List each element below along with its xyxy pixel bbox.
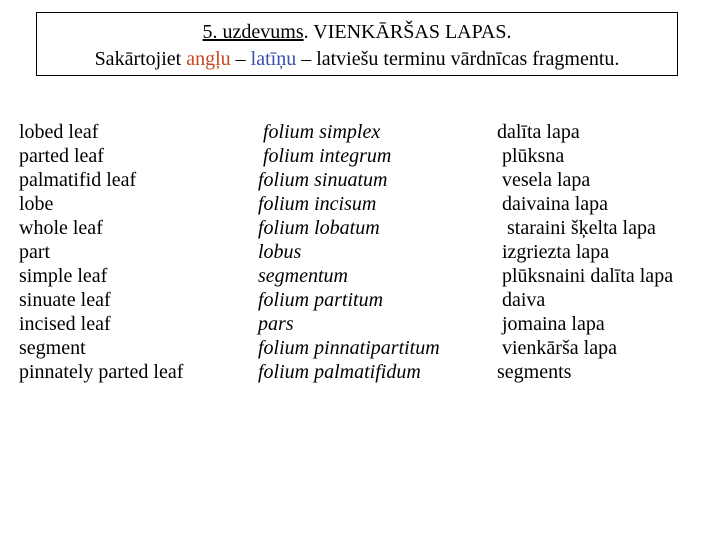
latin-term: folium pinnatipartitum [258, 337, 440, 359]
english-term: whole leaf [19, 217, 103, 239]
english-term: incised leaf [19, 313, 111, 335]
latvian-term: plūksnaini dalīta lapa [492, 265, 674, 287]
latvian-term: daivaina lapa [492, 193, 609, 215]
english-term: palmatifid leaf [19, 169, 137, 191]
english-term: lobed leaf [19, 121, 99, 143]
latin-term: folium palmatifidum [258, 361, 421, 383]
latvian-term: vesela lapa [492, 169, 591, 191]
latvian-term: plūksna [492, 145, 565, 167]
latin-term: folium partitum [258, 289, 384, 311]
instruction-rest: – latviešu terminu vārdnīcas fragmentu. [296, 48, 620, 70]
english-term: parted leaf [19, 145, 104, 167]
latvian-term: dalīta lapa [492, 121, 580, 143]
latin-term: segmentum [258, 265, 348, 287]
latin-term: folium integrum [258, 145, 392, 167]
latin-terms-column [258, 120, 440, 384]
latin-term: pars [258, 313, 294, 335]
latvian-term: staraini šķelta lapa [492, 217, 656, 239]
latin-term: folium incisum [258, 193, 377, 215]
latvian-term: vienkārša lapa [492, 337, 617, 359]
instruction-english-word: angļu [186, 48, 231, 70]
title-box [36, 12, 678, 76]
latvian-term: jomaina lapa [492, 313, 605, 335]
title-line-1 [37, 19, 677, 46]
latvian-term: izgriezta lapa [492, 241, 610, 263]
english-term: pinnately parted leaf [19, 361, 184, 383]
english-term: sinuate leaf [19, 289, 111, 311]
exercise-number: 5. uzdevums [202, 21, 304, 43]
instruction-separator: – [230, 48, 251, 70]
latin-term: lobus [258, 241, 302, 263]
english-term: simple leaf [19, 265, 108, 287]
latvian-terms-column [492, 120, 673, 384]
english-term: lobe [19, 193, 54, 215]
latvian-term: daiva [492, 289, 546, 311]
instruction-latin-word: latīņu [250, 48, 297, 70]
english-terms-column [19, 120, 183, 384]
exercise-heading: . VIENKĀRŠAS LAPAS. [303, 21, 512, 43]
latvian-term: segments [492, 361, 572, 383]
english-term: segment [19, 337, 86, 359]
english-term: part [19, 241, 51, 263]
title-line-2 [37, 46, 677, 73]
latin-term: folium simplex [258, 121, 381, 143]
latin-term: folium lobatum [258, 217, 380, 239]
instruction-start: Sakārtojiet [94, 48, 187, 70]
latin-term: folium sinuatum [258, 169, 388, 191]
